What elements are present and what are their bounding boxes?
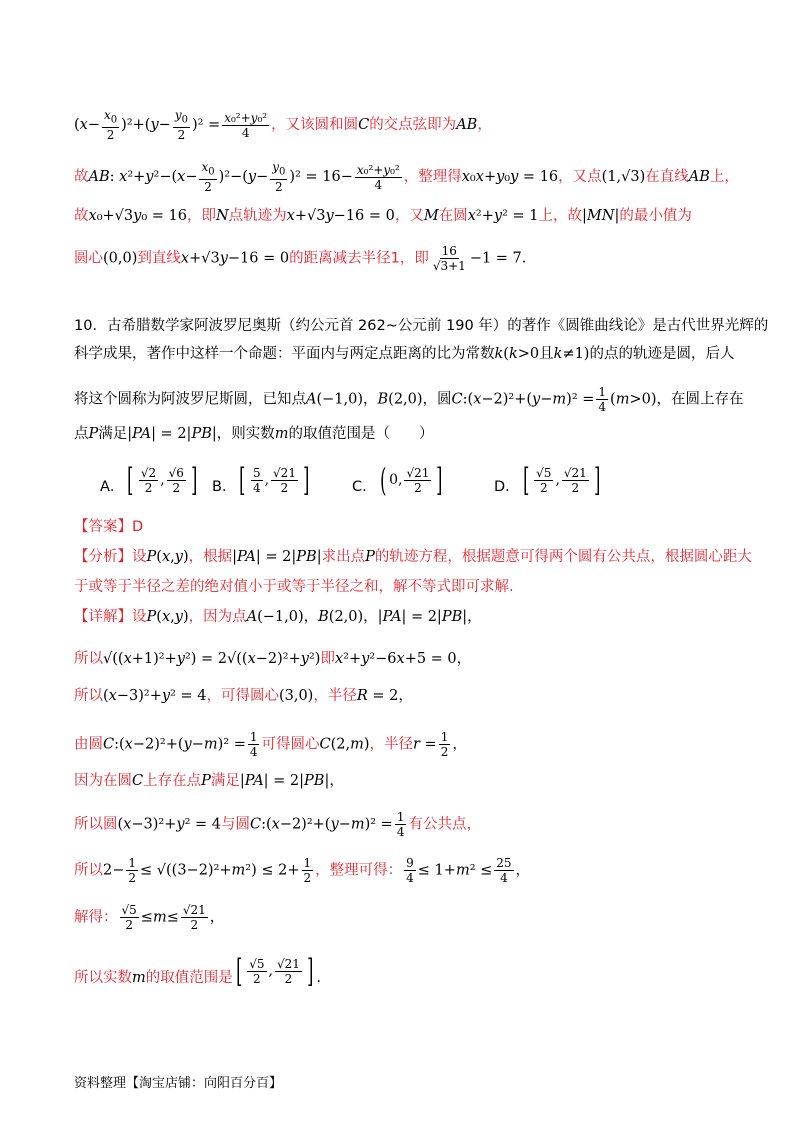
option-b[interactable]: B． [ $\frac{5}{4}$ , $\frac{√21}{2}$ ] [212, 461, 310, 499]
detail-line-1: 【详解】设P(x,y)，因为点A(−1,0)，B(2,0)，|PA| = 2|PB|， [74, 609, 482, 625]
prev-line-4: 圆心(0,0)到直线x+√3y−16 = 0的距离减去半径1，即 $\frac{16}{√3+1}$ −1 = 7. [74, 244, 527, 273]
detail-line-8: 解得： $\frac{√5}{2}$ ≤m≤ $\frac{√21}{2}$ ， [74, 903, 225, 932]
detail-line-7: 所以2− $\frac{1}{2}$ ≤ √((3−2)²+m²) ≤ 2+ $\frac{1}{2}$ ，整理可得： $\frac{9}{4}$ ≤ 1+m² ≤ $\frac{25}{4}$ ， [74, 856, 531, 885]
detail-line-6: 所以圆(x−3)²+y² = 4与圆C:(x−2)²+(y−m)² = $\frac{1}{4}$ 有公共点， [74, 810, 481, 839]
detail-line-3: 所以(x−3)²+y² = 4，可得圆心(3,0)，半径R = 2， [74, 688, 413, 704]
detail-line-2: 所以√((x+1)²+y²) = 2√((x−2)²+y²)即x²+y²−6x+5 = 0， [74, 651, 472, 667]
prev-line-2: 故AB: x²+y²−(x− $\frac{x_0}{2}$ )²−(y− $\frac{y_0}{2}$ )² = 16− $\frac{\text{x₀²+y₀²}}{4}$ ，整理得x₀x+y₀y = 16，又点(1,√3)在直线AB上， [74, 160, 739, 195]
prev-text: 的交点弦即为 [369, 117, 457, 134]
detail-line-5: 因为在圆C上存在点P满足|PA| = 2|PB|， [74, 773, 344, 789]
q10-line-1: 10．古希腊数学家阿波罗尼奥斯（约公元首 262~公元前 190 年）的著作《圆锥曲线论》是古代世界光辉的 [74, 318, 769, 334]
detail-line-9: 所以实数m的取值范围是 [ $\frac{√5}{2}$ , $\frac{√21}{2}$ ] . [74, 952, 321, 990]
detail-line-4: 由圆C:(x−2)²+(y−m)² = $\frac{1}{4}$ 可得圆心C(2,m)，半径r = $\frac{1}{2}$ ， [74, 730, 467, 759]
q10-line-4: 点P满足|PA| = 2|PB|，则实数m的取值范围是（ ） [74, 426, 434, 442]
option-d[interactable]: D． [ $\frac{√5}{2}$ , $\frac{√21}{2}$ ] [494, 461, 601, 499]
prev-line-3: 故x₀+√3y₀ = 16，即N点轨迹为x+√3y−16 = 0，又M在圆x²+y² = 1上，故|MN|的最小值为 [74, 208, 692, 224]
analysis-line-1: 【分析】设P(x,y)，根据|PA| = 2|PB|求出点P的轨迹方程，根据题意可得两个圆有公共点，根据圆心距大 [74, 549, 752, 565]
prev-line-1: (x− $\frac{x_0}{2}$ )²+(y− $\frac{y_0}{2}$ )² = $\frac{\text{x₀²+y₀²}}{4}$ ，又该圆和圆C的交点弦即为AB， [74, 108, 492, 143]
q10-line-3: 将这个圆称为阿波罗尼斯圆，已知点A(−1,0)，B(2,0)，圆C:(x−2)²+(y−m)² = $\frac{1}{4}$ (m>0)，在圆上存在 [74, 385, 744, 414]
q10-line-2: 科学成果，著作中这样一个命题：平面内与两定点距离的比为常数k(k>0且k≠1)的点的轨迹是圆，后人 [74, 346, 735, 362]
prev-text: ，又该圆和圆 [271, 117, 359, 134]
analysis-line-2: 于或等于半径之差的绝对值小于或等于半径之和，解不等式即可求解. [74, 579, 514, 595]
footer: 资料整理【淘宝店铺：向阳百分百】 [74, 1076, 283, 1091]
answer-label: 【答案】D [74, 519, 144, 535]
option-a[interactable]: A． [ $\frac{√2}{2}$ , $\frac{√6}{2}$ ] [100, 461, 198, 499]
option-c[interactable]: C． ( 0, $\frac{√21}{2}$ ] [352, 461, 443, 499]
